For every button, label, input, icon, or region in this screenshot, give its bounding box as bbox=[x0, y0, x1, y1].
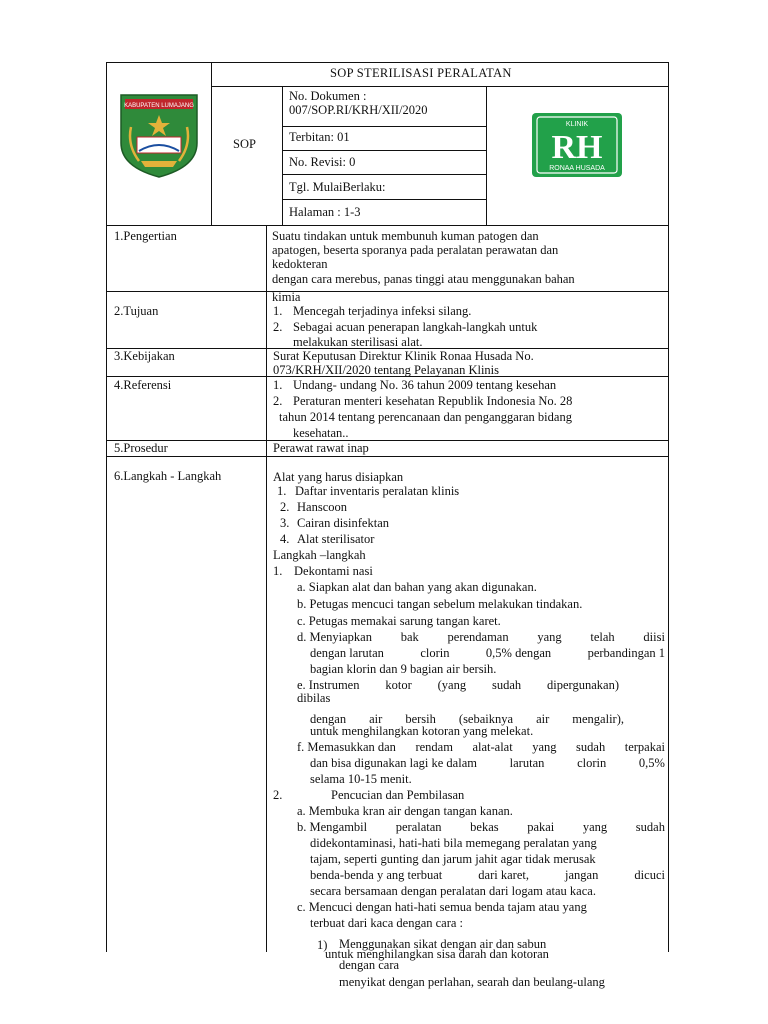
alat-item: Hanscoon bbox=[297, 500, 347, 514]
steps-title: Langkah –langkah bbox=[273, 548, 366, 562]
word: benda-benda y ang terbuat bbox=[310, 868, 443, 882]
pengertian-line: dengan cara merebus, panas tinggi atau menggunakan bahan bbox=[272, 272, 575, 286]
word: clorin bbox=[420, 646, 450, 660]
step1-item-c: c. Petugas memakai sarung tangan karet. bbox=[297, 614, 501, 628]
label-prosedur: 5.Prosedur bbox=[114, 441, 168, 455]
word: dicuci bbox=[634, 868, 665, 882]
header-row-divider-4 bbox=[282, 199, 487, 200]
word: perendaman bbox=[447, 630, 509, 644]
dokumen-label: No. Dokumen : bbox=[289, 89, 367, 103]
table-border-left bbox=[106, 62, 107, 952]
alat-num: 4. bbox=[280, 532, 290, 546]
word: bersih bbox=[405, 712, 436, 726]
table-border-right bbox=[668, 62, 669, 952]
step2-item-b-line5: secara bersamaan dengan peralatan dari logam atau kaca. bbox=[310, 884, 596, 898]
word: b. Mengambil bbox=[297, 820, 368, 834]
alat-num: 1. bbox=[277, 484, 287, 498]
emblem-text: KABUPATEN LUMAJANG bbox=[124, 103, 194, 109]
word: telah bbox=[590, 630, 615, 644]
halaman: Halaman : 1-3 bbox=[289, 205, 361, 219]
step1-item-b: b. Petugas mencuci tangan sebelum melakukan tindakan. bbox=[297, 597, 583, 611]
word: air bbox=[369, 712, 383, 726]
word: dipergunakan) bbox=[547, 678, 619, 692]
header-row-divider-1 bbox=[282, 126, 487, 127]
dokumen-number: 007/SOP.RI/KRH/XII/2020 bbox=[289, 103, 428, 117]
header-row-divider-2 bbox=[282, 150, 487, 151]
step1-item-d-line2 bbox=[310, 646, 665, 660]
header-row-divider-3 bbox=[282, 174, 487, 175]
tujuan-num: 1. bbox=[273, 304, 283, 318]
step2-item-a: a. Membuka kran air dengan tangan kanan. bbox=[297, 804, 513, 818]
word: (sebaiknya bbox=[458, 712, 514, 726]
alat-item: Cairan disinfektan bbox=[297, 516, 389, 530]
body-label-col-divider bbox=[266, 225, 267, 952]
pengertian-line: Suatu tindakan untuk membunuh kuman patogen dan bbox=[272, 229, 539, 243]
word: d. Menyiapkan bbox=[297, 630, 372, 644]
tujuan-item: Sebagai acuan penerapan langkah-langkah untuk bbox=[293, 320, 538, 334]
step1-item-d-line3: bagian klorin dan 9 bagian air bersih. bbox=[310, 662, 497, 676]
step1-item-e-line1 bbox=[297, 678, 619, 692]
word: clorin bbox=[577, 756, 607, 770]
document-title: SOP STERILISASI PERALATAN bbox=[330, 66, 512, 80]
label-kebijakan: 3.Kebijakan bbox=[114, 349, 175, 363]
word: bak bbox=[400, 630, 419, 644]
word: sudah bbox=[576, 740, 606, 754]
tujuan-item: Mencegah terjadinya infeksi silang. bbox=[293, 304, 472, 318]
word: (yang bbox=[437, 678, 467, 692]
logo-mark: RH bbox=[551, 129, 603, 166]
word: dengan bbox=[310, 712, 347, 726]
referensi-item-cont: tahun 2014 tentang perencanaan dan penganggaran bidang bbox=[279, 410, 572, 424]
alat-num: 3. bbox=[280, 516, 290, 530]
step1-item-e-line2: dibilas bbox=[297, 691, 331, 705]
step1-num: 1. bbox=[273, 564, 283, 578]
word: yang bbox=[582, 820, 608, 834]
step2-sub-line3: dengan cara bbox=[339, 958, 400, 972]
step2-item-c-line1: c. Mencuci dengan hati-hati semua benda tajam atau yang bbox=[297, 900, 587, 914]
alat-item: Alat sterilisator bbox=[297, 532, 375, 546]
step2-title: Pencucian dan Pembilasan bbox=[331, 788, 465, 802]
step2-item-c-line2: terbuat dari kaca dengan cara : bbox=[310, 916, 464, 930]
word: 0,5% bbox=[638, 756, 665, 770]
header-sop-col-divider bbox=[282, 86, 283, 226]
word: larutan bbox=[509, 756, 545, 770]
alat-title: Alat yang harus disiapkan bbox=[273, 470, 404, 484]
word: alat-alat bbox=[472, 740, 513, 754]
step2-sub-line2: untuk menghilangkan sisa darah dan kotoran bbox=[325, 947, 549, 961]
step2-item-b-line4 bbox=[310, 868, 665, 882]
word: yang bbox=[537, 630, 562, 644]
step2-sub-line4: menyikat dengan perlahan, searah dan beulang-ulang bbox=[339, 975, 605, 989]
kabupaten-lumajang-emblem-icon bbox=[113, 87, 205, 179]
terbitan: Terbitan: 01 bbox=[289, 130, 350, 144]
step1-item-a: a. Siapkan alat dan bahan yang akan digunakan. bbox=[297, 580, 537, 594]
word: dengan larutan bbox=[310, 646, 384, 660]
word: pakai bbox=[527, 820, 555, 834]
tujuan-num: 2. bbox=[273, 320, 283, 334]
referensi-item: Peraturan menteri kesehatan Republik Indonesia No. 28 bbox=[293, 394, 573, 408]
word: e. Instrumen bbox=[297, 678, 360, 692]
word: kotor bbox=[385, 678, 412, 692]
pengertian-line: kedokteran bbox=[272, 257, 328, 271]
word: jangan bbox=[565, 868, 599, 882]
referensi-num: 2. bbox=[273, 394, 283, 408]
word: yang bbox=[532, 740, 557, 754]
alat-num: 2. bbox=[280, 500, 290, 514]
referensi-num: 1. bbox=[273, 378, 283, 392]
label-langkah: 6.Langkah - Langkah bbox=[114, 469, 222, 483]
logo-top-text: KLINIK bbox=[565, 121, 589, 128]
referensi-item: Undang- undang No. 36 tahun 2009 tentang kesehan bbox=[293, 378, 557, 392]
pengertian-line: kimia bbox=[272, 290, 301, 304]
label-referensi: 4.Referensi bbox=[114, 378, 172, 392]
row-divider-pengertian bbox=[106, 291, 669, 292]
step2-item-b-line2: didekontaminasi, hati-hati bila memegang peralatan yang bbox=[310, 836, 597, 850]
word: bekas bbox=[470, 820, 499, 834]
step1-item-f-line3: selama 10-15 menit. bbox=[310, 772, 412, 786]
word: air bbox=[536, 712, 550, 726]
kebijakan-line: 073/KRH/XII/2020 tentang Pelayanan Klinis bbox=[273, 363, 500, 377]
word: peralatan bbox=[395, 820, 442, 834]
tujuan-item-cont: melakukan sterilisasi alat. bbox=[293, 335, 423, 349]
klinik-ronaa-husada-logo-icon bbox=[531, 112, 623, 178]
word: diisi bbox=[643, 630, 665, 644]
row-divider-prosedur bbox=[106, 456, 669, 457]
prosedur-text: Perawat rawat inap bbox=[273, 441, 369, 455]
kebijakan-line: Surat Keputusan Direktur Klinik Ronaa Husada No. bbox=[273, 349, 534, 363]
row-divider-referensi bbox=[106, 440, 669, 441]
step1-item-f-line2 bbox=[310, 756, 665, 770]
header-bottom-border bbox=[106, 225, 669, 226]
word: perbandingan 1 bbox=[587, 646, 665, 660]
word: 0,5% dengan bbox=[485, 646, 552, 660]
step2-item-b-line3: tajam, seperti gunting dan jarum jahit agar tidak merusak bbox=[310, 852, 596, 866]
word: sudah bbox=[491, 678, 522, 692]
pengertian-line: apatogen, beserta sporanya pada peralatan perawatan dan bbox=[272, 243, 559, 257]
word: dan bisa digunakan lagi ke dalam bbox=[310, 756, 477, 770]
table-border-top bbox=[106, 62, 669, 63]
logo-bottom-text: RONAA HUSADA bbox=[549, 165, 605, 172]
referensi-item-cont: kesehatan.. bbox=[293, 426, 349, 440]
step2-num: 2. bbox=[273, 788, 283, 802]
word: mengalir), bbox=[572, 712, 624, 726]
header-info-col-divider bbox=[486, 86, 487, 226]
word: sudah bbox=[635, 820, 665, 834]
header-title-divider bbox=[211, 86, 669, 87]
word: rendam bbox=[415, 740, 453, 754]
label-tujuan: 2.Tujuan bbox=[114, 304, 159, 318]
step1-item-e-line4: untuk menghilangkan kotoran yang melekat. bbox=[310, 724, 534, 738]
revisi: No. Revisi: 0 bbox=[289, 155, 356, 169]
step2-sub-num: 1) bbox=[317, 938, 328, 952]
sop-label: SOP bbox=[233, 137, 256, 151]
step1-title: Dekontami nasi bbox=[294, 564, 373, 578]
tgl-mulai-berlaku: Tgl. MulaiBerlaku: bbox=[289, 180, 386, 194]
word: f. Memasukkan dan bbox=[297, 740, 396, 754]
label-pengertian: 1.Pengertian bbox=[114, 229, 177, 243]
step2-sub-line1: Menggunakan sikat dengan air dan sabun bbox=[339, 937, 547, 951]
step1-item-f-line1 bbox=[297, 740, 665, 754]
word: terpakai bbox=[624, 740, 665, 754]
step2-item-b-line1 bbox=[297, 820, 665, 834]
alat-item: Daftar inventaris peralatan klinis bbox=[295, 484, 460, 498]
step1-item-d-line1 bbox=[297, 630, 665, 644]
word: dari karet, bbox=[478, 868, 529, 882]
